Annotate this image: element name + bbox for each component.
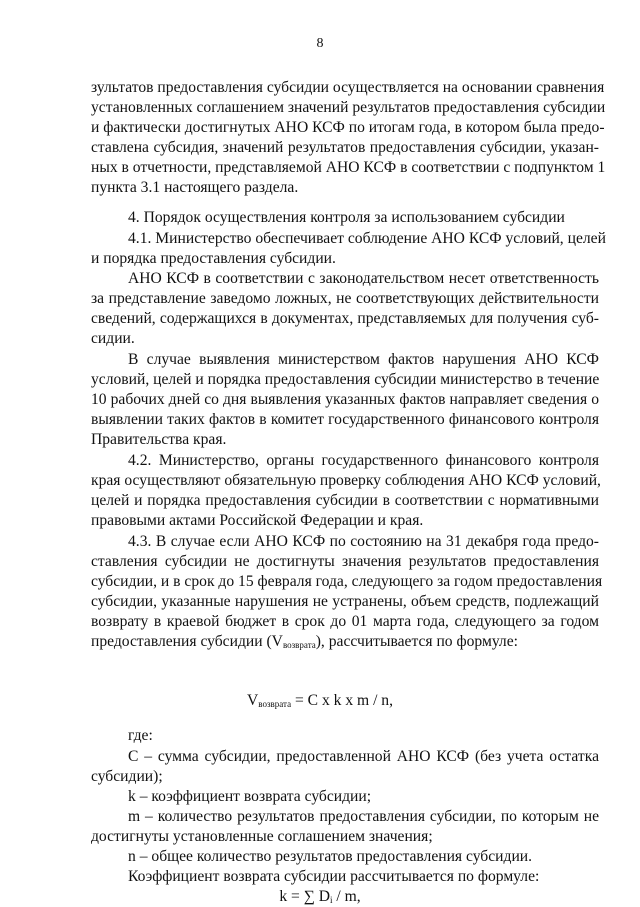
text-line: m – количество результатов предоставления субсидии, по которым не: [128, 808, 599, 825]
text-line: АНО КСФ в соответствии с законодательством несет ответственность: [128, 270, 599, 287]
text-line: 10 рабочих дней со дня выявления указанных фактов направляет сведения о: [91, 391, 599, 408]
text-line: C – сумма субсидии, предоставленной АНО КСФ (без учета остатка: [128, 748, 599, 765]
text-line: 4.1. Министерство обеспечивает соблюдение АНО КСФ условий, целей: [128, 230, 606, 247]
text-line: установленных соглашением значений результатов предоставления субсидии: [91, 99, 606, 116]
text-line: условий, целей и порядка предоставления субсидии министерство в течение: [91, 371, 600, 388]
text-line: субсидии, и в срок до 15 февраля года, следующего за годом предоставления: [91, 573, 603, 590]
text-span: ), рассчитывается по формуле:: [315, 633, 518, 650]
text-line: и порядка предоставления субсидии.: [91, 250, 336, 267]
subscript: возврата: [258, 699, 292, 709]
section-heading: 4. Порядок осуществления контроля за использованием субсидии: [128, 209, 565, 226]
text-line: правовыми актами Российской Федерации и края.: [91, 512, 424, 529]
text-line: края осуществляют обязательную проверку соблюдения АНО КСФ условий,: [91, 472, 601, 489]
text-line: [91, 633, 599, 652]
formula-return-volume: [0, 692, 640, 711]
subscript: возврата: [282, 640, 316, 650]
text-line: 4.3. В случае если АНО КСФ по состоянию на 31 декабря года предо-: [128, 533, 599, 550]
text-line: В случае выявления министерством фактов нарушения АНО КСФ: [128, 351, 599, 368]
text-line: Коэффициент возврата субсидии рассчитывается по формуле:: [128, 868, 540, 885]
formula-rest: = C x k x m / n,: [291, 692, 393, 709]
text-line: субсидии, указанные нарушения не устранены, объем средств, подлежащий: [91, 593, 599, 610]
text-line: ставления субсидии не достигнуты значения результатов предоставления: [91, 553, 599, 570]
text-line: выявлении таких фактов в комитет государственного финансового контроля: [91, 411, 599, 428]
text-span: предоставления субсидии (V: [91, 633, 283, 650]
page-number: 8: [316, 36, 324, 51]
text-line: за представление заведомо ложных, не соответствующих действительности: [91, 290, 599, 307]
formula-var: V: [247, 692, 259, 709]
text-line: сидии.: [91, 330, 135, 347]
text-line: и фактически достигнутых АНО КСФ по итогам года, в котором была предо-: [91, 119, 605, 136]
text-line: Правительства края.: [91, 431, 227, 448]
formula-var: k = ∑ D: [279, 888, 330, 905]
text-line: субсидии);: [91, 768, 163, 785]
text-line: целей и порядка предоставления субсидии в соответствии с нормативными: [91, 492, 599, 509]
text-line: достигнуты установленные соглашением значения;: [91, 828, 433, 845]
formula-rest: / m,: [332, 888, 361, 905]
text-line: k – коэффициент возврата субсидии;: [128, 788, 372, 805]
text-line: ставлена субсидия, значений результатов предоставления субсидии, указан-: [91, 139, 599, 156]
text-line: ных в отчетности, представляемой АНО КСФ в соответствии с подпунктом 1: [91, 159, 606, 176]
text-line: возврату в краевой бюджет в срок до 01 марта года, следующего за годом: [91, 613, 599, 630]
text-line: 4.2. Министерство, органы государственного финансового контроля: [128, 452, 599, 469]
text-line: зультатов предоставления субсидии осуществляется на основании сравнения: [91, 79, 605, 96]
subscript: i: [329, 895, 333, 905]
formula-coefficient: [0, 888, 640, 907]
text-line: сведений, содержащихся в документах, представляемых для получения суб-: [91, 310, 599, 327]
text-line: где:: [128, 727, 153, 744]
text-line: n – общее количество результатов предоставления субсидии.: [128, 848, 533, 865]
text-line: пункта 3.1 настоящего раздела.: [91, 179, 299, 196]
